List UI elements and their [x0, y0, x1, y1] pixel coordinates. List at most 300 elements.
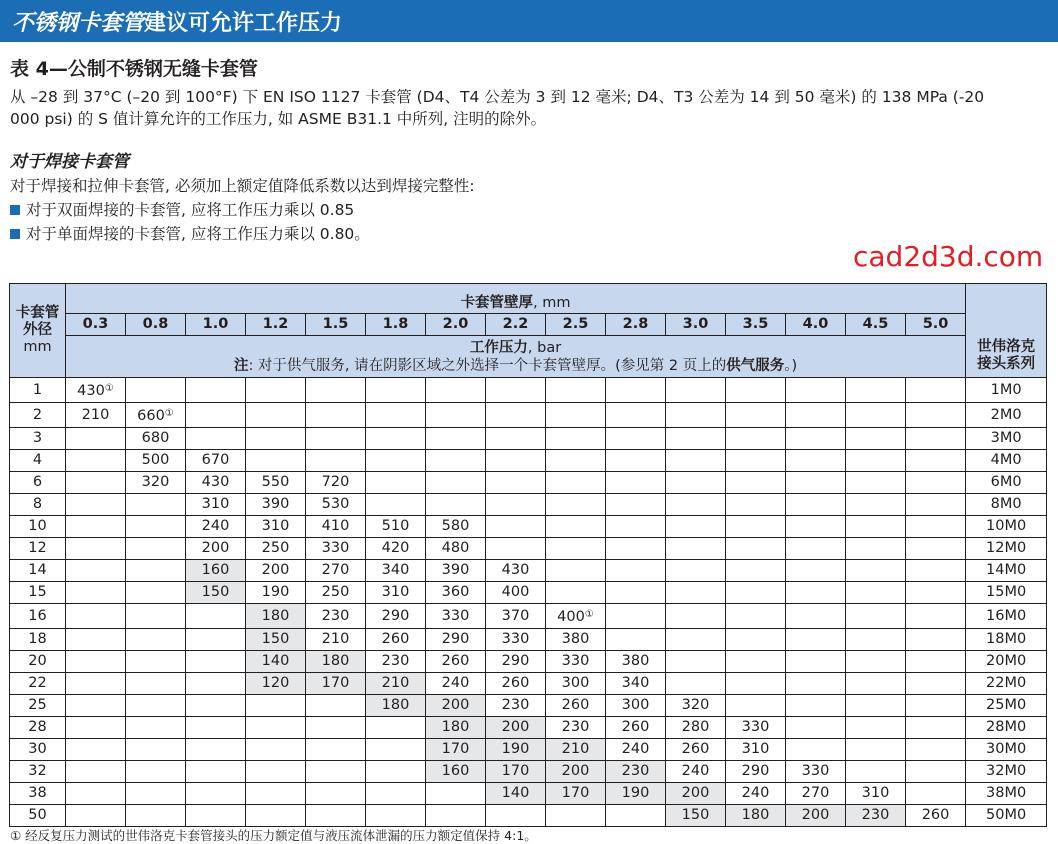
- pressure-cell: [606, 560, 666, 582]
- pressure-cell: [546, 450, 606, 472]
- pressure-cell: [666, 582, 726, 604]
- pressure-cell: [846, 629, 906, 651]
- pressure-cell: [606, 403, 666, 428]
- pressure-cell: [726, 538, 786, 560]
- od-cell: 16: [10, 604, 66, 629]
- wall-thickness-3.0: 3.0: [666, 314, 726, 336]
- pressure-cell: [126, 805, 186, 827]
- pressure-cell: [486, 378, 546, 403]
- series-cell: 8M0: [966, 494, 1047, 516]
- pressure-cell: [726, 428, 786, 450]
- pressure-cell: [366, 403, 426, 428]
- pressure-cell: [546, 582, 606, 604]
- series-cell: 30M0: [966, 739, 1047, 761]
- pressure-cell: [906, 450, 966, 472]
- pressure-cell: [906, 739, 966, 761]
- pressure-cell: [906, 604, 966, 629]
- pressure-cell: [726, 403, 786, 428]
- pressure-cell: [846, 673, 906, 695]
- intro-line-2: 000 psi) 的 S 值计算允许的工作压力, 如 ASME B31.1 中所列, 注明的除外。: [10, 110, 547, 128]
- pressure-cell: 170: [426, 739, 486, 761]
- pressure-cell: [66, 560, 126, 582]
- table-row: [10, 761, 1047, 783]
- table-row: [10, 673, 1047, 695]
- pressure-cell: [846, 378, 906, 403]
- pressure-cell: [906, 403, 966, 428]
- od-cell: 30: [10, 739, 66, 761]
- pressure-cell: [726, 494, 786, 516]
- pressure-cell: 310: [366, 582, 426, 604]
- weld-text: 对于焊接和拉伸卡套管, 必须加上额定值降低系数以达到焊接完整性:: [10, 177, 475, 195]
- pressure-cell: [366, 805, 426, 827]
- pressure-cell: 150: [666, 805, 726, 827]
- pressure-cell: [546, 472, 606, 494]
- series-cell: 2M0: [966, 403, 1047, 428]
- pressure-cell: [366, 783, 426, 805]
- pressure-cell: 340: [606, 673, 666, 695]
- footnote-marker: ①: [164, 408, 174, 419]
- pressure-cell: [366, 494, 426, 516]
- series-cell: 14M0: [966, 560, 1047, 582]
- series-cell: 6M0: [966, 472, 1047, 494]
- pressure-cell: [546, 428, 606, 450]
- pressure-cell: [426, 494, 486, 516]
- pressure-cell: [906, 695, 966, 717]
- pressure-cell: [186, 403, 246, 428]
- pressure-cell: 310: [846, 783, 906, 805]
- pressure-cell: 200: [426, 695, 486, 717]
- pressure-cell: [126, 378, 186, 403]
- pressure-cell: [666, 450, 726, 472]
- pressure-cell: 210: [306, 629, 366, 651]
- pressure-cell: [486, 450, 546, 472]
- pressure-cell: [126, 761, 186, 783]
- od-cell: 32: [10, 761, 66, 783]
- pressure-cell: 210: [366, 673, 426, 695]
- pressure-cell: [66, 739, 126, 761]
- title-banner: [0, 0, 1058, 42]
- series-cell: 1M0: [966, 378, 1047, 403]
- pressure-cell: [906, 673, 966, 695]
- footnote: ① 经反复压力测试的世伟洛克卡套管接头的压力额定值与液压流体泄漏的压力额定值保持 4:1。: [10, 828, 537, 843]
- od-cell: 2: [10, 403, 66, 428]
- pressure-cell: [186, 428, 246, 450]
- pressure-cell: 200: [246, 560, 306, 582]
- series-cell: 32M0: [966, 761, 1047, 783]
- pressure-cell: [66, 582, 126, 604]
- pressure-cell: 580: [426, 516, 486, 538]
- pressure-cell: [786, 516, 846, 538]
- pressure-note-header: 工作压力, bar 注: 对于供气服务, 请在阴影区域之外选择一个卡套管壁厚。(参见第 2 页上的供气服务。): [66, 336, 966, 378]
- pressure-cell: 260: [666, 739, 726, 761]
- page-title: 不锈钢卡套管建议可允许工作压力: [12, 11, 343, 36]
- pressure-cell: [306, 403, 366, 428]
- pressure-cell: 410: [306, 516, 366, 538]
- series-cell: 10M0: [966, 516, 1047, 538]
- pressure-cell: [666, 378, 726, 403]
- pressure-cell: 200: [666, 783, 726, 805]
- pressure-cell: [366, 472, 426, 494]
- wall-thickness-2.2: 2.2: [486, 314, 546, 336]
- pressure-cell: [246, 428, 306, 450]
- pressure-cell: [486, 428, 546, 450]
- pressure-cell: [66, 695, 126, 717]
- wall-thickness-1.5: 1.5: [306, 314, 366, 336]
- pressure-cell: 330: [726, 717, 786, 739]
- pressure-cell: [546, 494, 606, 516]
- pressure-cell: 260: [486, 673, 546, 695]
- od-cell: 8: [10, 494, 66, 516]
- pressure-cell: [546, 538, 606, 560]
- series-cell: 15M0: [966, 582, 1047, 604]
- pressure-cell: [906, 378, 966, 403]
- pressure-cell: 150: [186, 582, 246, 604]
- pressure-cell: [786, 428, 846, 450]
- pressure-cell: [486, 472, 546, 494]
- series-cell: 20M0: [966, 651, 1047, 673]
- pressure-cell: 390: [246, 494, 306, 516]
- table-row: [10, 378, 1047, 403]
- pressure-cell: [66, 494, 126, 516]
- pressure-cell: [306, 717, 366, 739]
- wall-thickness-0.3: 0.3: [66, 314, 126, 336]
- pressure-cell: [786, 629, 846, 651]
- pressure-cell: [846, 538, 906, 560]
- pressure-cell: [246, 717, 306, 739]
- pressure-cell: [546, 560, 606, 582]
- wall-thickness-5.0: 5.0: [906, 314, 966, 336]
- pressure-cell: 310: [726, 739, 786, 761]
- pressure-cell: 150: [246, 629, 306, 651]
- pressure-cell: [246, 739, 306, 761]
- pressure-cell: [906, 538, 966, 560]
- wall-thickness-header: 卡套管壁厚, mm: [66, 284, 966, 314]
- od-cell: 22: [10, 673, 66, 695]
- pressure-cell: [846, 403, 906, 428]
- pressure-cell: [786, 403, 846, 428]
- pressure-cell: [726, 450, 786, 472]
- table-heading: 表 4—公制不锈钢无缝卡套管: [10, 58, 258, 80]
- pressure-cell: [546, 403, 606, 428]
- pressure-cell: [846, 560, 906, 582]
- pressure-cell: [126, 717, 186, 739]
- pressure-cell: 430: [186, 472, 246, 494]
- pressure-cell: 330: [546, 651, 606, 673]
- pressure-cell: [726, 695, 786, 717]
- pressure-cell: [846, 494, 906, 516]
- od-cell: 6: [10, 472, 66, 494]
- pressure-cell: 270: [306, 560, 366, 582]
- pressure-cell: [246, 403, 306, 428]
- pressure-cell: [666, 560, 726, 582]
- pressure-cell: [666, 629, 726, 651]
- pressure-cell: [726, 472, 786, 494]
- pressure-cell: 230: [366, 651, 426, 673]
- pressure-cell: [66, 516, 126, 538]
- pressure-cell: [246, 805, 306, 827]
- pressure-cell: [726, 651, 786, 673]
- table-row: [10, 450, 1047, 472]
- pressure-cell: [186, 739, 246, 761]
- pressure-cell: 380: [606, 651, 666, 673]
- pressure-cell: 290: [426, 629, 486, 651]
- pressure-cell: [726, 582, 786, 604]
- pressure-cell: [126, 673, 186, 695]
- pressure-cell: [786, 739, 846, 761]
- pressure-cell: [666, 651, 726, 673]
- pressure-cell: 180: [426, 717, 486, 739]
- footnote-marker: ①: [584, 609, 594, 620]
- pressure-cell: [186, 651, 246, 673]
- pressure-cell: 200: [786, 805, 846, 827]
- table-row: [10, 604, 1047, 629]
- pressure-cell: 250: [306, 582, 366, 604]
- pressure-cell: [606, 582, 666, 604]
- pressure-cell: [66, 378, 126, 403]
- pressure-cell: 330: [426, 604, 486, 629]
- pressure-cell: [906, 582, 966, 604]
- od-cell: 18: [10, 629, 66, 651]
- pressure-cell: [606, 805, 666, 827]
- pressure-cell: [66, 805, 126, 827]
- pressure-cell: [306, 378, 366, 403]
- series-header-cell: 世伟洛克 接头系列: [966, 284, 1047, 378]
- table-row: [10, 783, 1047, 805]
- pressure-cell: [846, 717, 906, 739]
- series-cell: 50M0: [966, 805, 1047, 827]
- pressure-cell: 210: [546, 739, 606, 761]
- pressure-cell: 480: [426, 538, 486, 560]
- pressure-cell: [906, 651, 966, 673]
- pressure-cell: 310: [186, 494, 246, 516]
- pressure-cell: 530: [306, 494, 366, 516]
- pressure-cell: 240: [426, 673, 486, 695]
- series-cell: 38M0: [966, 783, 1047, 805]
- pressure-cell: 280: [666, 717, 726, 739]
- pressure-cell: 430: [486, 560, 546, 582]
- pressure-cell: 340: [366, 560, 426, 582]
- pressure-cell: [426, 450, 486, 472]
- pressure-cell: [126, 629, 186, 651]
- pressure-cell: [546, 805, 606, 827]
- table-row: [10, 582, 1047, 604]
- pressure-value: 430: [77, 383, 105, 399]
- pressure-cell: [726, 673, 786, 695]
- pressure-cell: 290: [726, 761, 786, 783]
- pressure-cell: 200: [186, 538, 246, 560]
- pressure-cell: 230: [306, 604, 366, 629]
- intro-line-1: 从 –28 到 37°C (–20 到 100°F) 下 EN ISO 1127 卡套管 (D4、T4 公差为 3 到 12 毫米; D4、T3 公差为 14 到 50 毫米) 的 138 MPa (-20: [10, 88, 985, 106]
- pressure-cell: [246, 378, 306, 403]
- pressure-cell: [786, 582, 846, 604]
- pressure-cell: [126, 783, 186, 805]
- pressure-cell: [906, 761, 966, 783]
- pressure-cell: [546, 604, 606, 629]
- pressure-cell: [366, 739, 426, 761]
- pressure-cell: [366, 378, 426, 403]
- pressure-cell: [366, 761, 426, 783]
- pressure-cell: [906, 472, 966, 494]
- pressure-cell: [786, 651, 846, 673]
- od-cell: 50: [10, 805, 66, 827]
- pressure-cell: [486, 516, 546, 538]
- pressure-cell: 380: [546, 629, 606, 651]
- od-cell: 20: [10, 651, 66, 673]
- table-row: [10, 403, 1047, 428]
- pressure-cell: [906, 428, 966, 450]
- pressure-cell: [906, 516, 966, 538]
- wall-thickness-1.2: 1.2: [246, 314, 306, 336]
- pressure-cell: 140: [246, 651, 306, 673]
- pressure-cell: 270: [786, 783, 846, 805]
- pressure-cell: [306, 805, 366, 827]
- pressure-cell: 230: [486, 695, 546, 717]
- pressure-cell: [726, 560, 786, 582]
- pressure-cell: 190: [246, 582, 306, 604]
- pressure-cell: [666, 673, 726, 695]
- weld-section-title: 对于焊接卡套管: [10, 152, 129, 172]
- pressure-cell: [186, 695, 246, 717]
- pressure-cell: [66, 717, 126, 739]
- pressure-cell: [66, 472, 126, 494]
- pressure-cell: [246, 783, 306, 805]
- pressure-cell: 400: [486, 582, 546, 604]
- pressure-cell: 420: [366, 538, 426, 560]
- pressure-cell: [306, 761, 366, 783]
- pressure-cell: 140: [486, 783, 546, 805]
- pressure-cell: 680: [126, 428, 186, 450]
- pressure-cell: 170: [546, 783, 606, 805]
- wall-thickness-4.0: 4.0: [786, 314, 846, 336]
- pressure-cell: [126, 516, 186, 538]
- pressure-cell: [906, 494, 966, 516]
- pressure-cell: [486, 805, 546, 827]
- table-row: [10, 494, 1047, 516]
- pressure-cell: [426, 805, 486, 827]
- pressure-cell: 720: [306, 472, 366, 494]
- pressure-cell: [126, 403, 186, 428]
- pressure-cell: [126, 560, 186, 582]
- pressure-cell: [846, 428, 906, 450]
- watermark: cad2d3d.com: [853, 240, 1044, 273]
- series-cell: 16M0: [966, 604, 1047, 629]
- pressure-cell: [246, 761, 306, 783]
- pressure-cell: 260: [546, 695, 606, 717]
- pressure-cell: 170: [486, 761, 546, 783]
- series-cell: 3M0: [966, 428, 1047, 450]
- pressure-cell: [786, 450, 846, 472]
- pressure-cell: 260: [366, 629, 426, 651]
- od-cell: 12: [10, 538, 66, 560]
- pressure-cell: [306, 783, 366, 805]
- table-row: [10, 695, 1047, 717]
- pressure-cell: 240: [186, 516, 246, 538]
- pressure-cell: [846, 651, 906, 673]
- pressure-cell: [606, 428, 666, 450]
- pressure-cell: 360: [426, 582, 486, 604]
- pressure-cell: [786, 695, 846, 717]
- pressure-cell: [66, 651, 126, 673]
- pressure-cell: 670: [186, 450, 246, 472]
- pressure-cell: [906, 783, 966, 805]
- pressure-cell: 230: [546, 717, 606, 739]
- pressure-cell: [426, 378, 486, 403]
- table-row: [10, 516, 1047, 538]
- pressure-cell: [726, 378, 786, 403]
- pressure-cell: [306, 428, 366, 450]
- pressure-cell: 190: [486, 739, 546, 761]
- pressure-cell: [546, 378, 606, 403]
- pressure-cell: 160: [426, 761, 486, 783]
- pressure-value: 400: [557, 609, 585, 625]
- pressure-cell: [426, 428, 486, 450]
- pressure-cell: 330: [486, 629, 546, 651]
- pressure-cell: [666, 604, 726, 629]
- pressure-cell: [366, 450, 426, 472]
- od-cell: 1: [10, 378, 66, 403]
- pressure-cell: [186, 378, 246, 403]
- wall-thickness-2.8: 2.8: [606, 314, 666, 336]
- pressure-cell: 120: [246, 673, 306, 695]
- pressure-cell: [66, 428, 126, 450]
- pressure-cell: [66, 673, 126, 695]
- weld-bullet-double: 对于双面焊接的卡套管, 应将工作压力乘以 0.85: [10, 199, 354, 221]
- wall-thickness-1.0: 1.0: [186, 314, 246, 336]
- pressure-cell: 180: [726, 805, 786, 827]
- series-cell: 12M0: [966, 538, 1047, 560]
- pressure-cell: [786, 560, 846, 582]
- pressure-cell: [606, 629, 666, 651]
- pressure-cell: [666, 472, 726, 494]
- pressure-cell: [786, 494, 846, 516]
- pressure-cell: [666, 494, 726, 516]
- pressure-cell: 240: [606, 739, 666, 761]
- pressure-cell: 300: [546, 673, 606, 695]
- pressure-cell: [66, 761, 126, 783]
- pressure-cell: 230: [606, 761, 666, 783]
- pressure-cell: 190: [606, 783, 666, 805]
- pressure-cell: [186, 629, 246, 651]
- table-row: [10, 739, 1047, 761]
- pressure-cell: [786, 604, 846, 629]
- pressure-cell: [846, 516, 906, 538]
- pressure-cell: [366, 428, 426, 450]
- pressure-cell: [66, 629, 126, 651]
- pressure-cell: [906, 629, 966, 651]
- pressure-cell: [846, 472, 906, 494]
- pressure-cell: [846, 695, 906, 717]
- od-cell: 15: [10, 582, 66, 604]
- pressure-cell: 200: [546, 761, 606, 783]
- pressure-cell: [126, 604, 186, 629]
- pressure-cell: [366, 717, 426, 739]
- wall-thickness-0.8: 0.8: [126, 314, 186, 336]
- pressure-cell: 180: [366, 695, 426, 717]
- pressure-cell: 330: [306, 538, 366, 560]
- pressure-table: [9, 283, 1047, 827]
- od-cell: 25: [10, 695, 66, 717]
- pressure-cell: [786, 378, 846, 403]
- pressure-cell: [306, 450, 366, 472]
- pressure-cell: [726, 604, 786, 629]
- pressure-cell: [486, 403, 546, 428]
- pressure-cell: [786, 673, 846, 695]
- pressure-cell: [306, 739, 366, 761]
- pressure-cell: 160: [186, 560, 246, 582]
- pressure-cell: 200: [486, 717, 546, 739]
- pressure-cell: [426, 783, 486, 805]
- pressure-cell: 210: [66, 403, 126, 428]
